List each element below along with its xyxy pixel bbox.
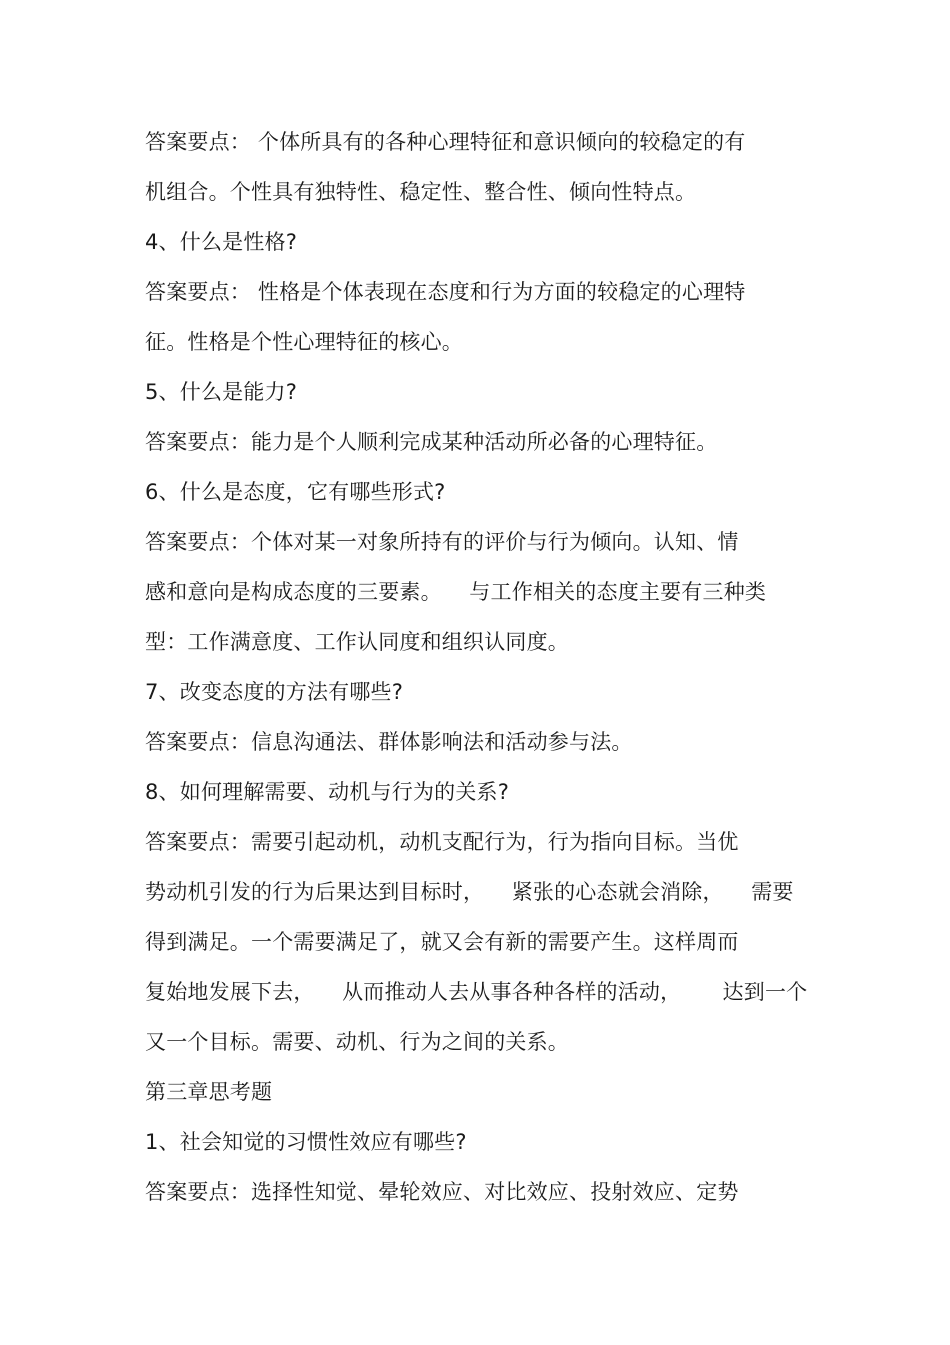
text-line: 又一个目标。需要、动机、行为之间的关系。 [145,1030,569,1054]
text-line: 答案要点：能力是个人顺利完成某种活动所必备的心理特征。 [145,430,718,454]
question-heading: 6、什么是态度，它有哪些形式? [145,480,446,504]
text-line: 复始地发展下去， 从而推动人去从事各种各样的活动， 达到一个 [145,980,808,1004]
text-line: 答案要点：信息沟通法、群体影响法和活动参与法。 [145,730,633,754]
text-line: 答案要点：选择性知觉、晕轮效应、对比效应、投射效应、定势 [145,1180,739,1204]
text-line: 型：工作满意度、工作认同度和组织认同度。 [145,630,569,654]
text-line: 感和意向是构成态度的三要素。 与工作相关的态度主要有三种类 [145,580,767,604]
text-line: 势动机引发的行为后果达到目标时， 紧张的心态就会消除， 需要 [145,880,794,904]
text-line: 答案要点：需要引起动机，动机支配行为，行为指向目标。当优 [145,830,739,854]
text-line: 答案要点： 个体所具有的各种心理特征和意识倾向的较稳定的有 [145,130,746,154]
question-heading: 4、什么是性格? [145,230,298,254]
question-heading: 8、如何理解需要、动机与行为的关系? [145,780,510,804]
text-line: 答案要点： 性格是个体表现在态度和行为方面的较稳定的心理特 [145,280,746,304]
question-heading: 7、改变态度的方法有哪些? [145,680,404,704]
chapter-heading: 第三章思考题 [145,1080,273,1104]
text-line: 得到满足。一个需要满足了，就又会有新的需要产生。这样周而 [145,930,739,954]
text-line: 机组合。个性具有独特性、稳定性、整合性、倾向性特点。 [145,180,697,204]
text-line: 答案要点：个体对某一对象所持有的评价与行为倾向。认知、情 [145,530,739,554]
text-line: 征。性格是个性心理特征的核心。 [145,330,463,354]
question-heading: 1、社会知觉的习惯性效应有哪些? [145,1130,467,1154]
question-heading: 5、什么是能力? [145,380,298,404]
